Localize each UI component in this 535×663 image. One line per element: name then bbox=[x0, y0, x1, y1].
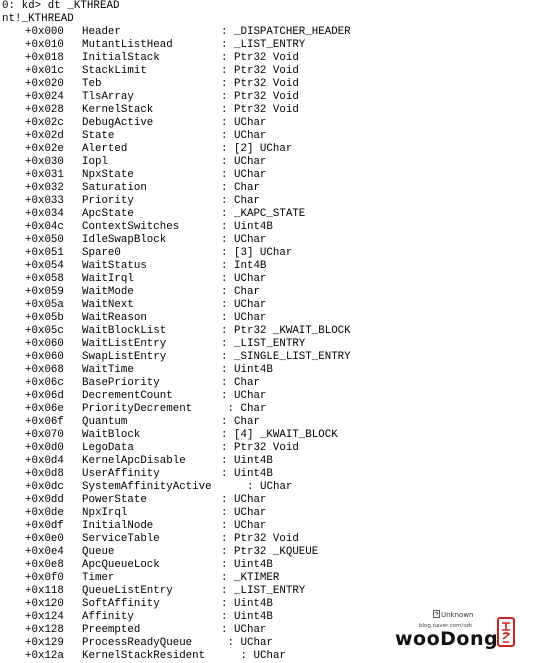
field-row bbox=[2, 416, 533, 429]
field-separator: : bbox=[221, 52, 228, 64]
field-name: Priority bbox=[82, 195, 134, 207]
field-offset: +0x032 bbox=[25, 182, 64, 194]
field-offset: +0x04c bbox=[25, 221, 64, 233]
field-separator: : bbox=[221, 221, 228, 233]
field-separator: : bbox=[221, 559, 228, 571]
field-separator: : bbox=[221, 234, 228, 246]
field-name: LegoData bbox=[82, 442, 134, 454]
field-row bbox=[2, 104, 533, 117]
field-row bbox=[2, 533, 533, 546]
field-row bbox=[2, 481, 533, 494]
field-type: UChar bbox=[234, 624, 267, 636]
field-separator: : bbox=[247, 481, 254, 493]
debugger-console bbox=[2, 0, 533, 663]
field-type: Ptr32 _KWAIT_BLOCK bbox=[234, 325, 351, 337]
field-offset: +0x054 bbox=[25, 260, 64, 272]
field-offset: +0x034 bbox=[25, 208, 64, 220]
field-separator: : bbox=[221, 26, 228, 38]
field-type: [2] UChar bbox=[234, 143, 293, 155]
field-type: UChar bbox=[260, 481, 293, 493]
watermark bbox=[393, 603, 521, 657]
field-name: Teb bbox=[82, 78, 102, 90]
field-type: [4] _KWAIT_BLOCK bbox=[234, 429, 338, 441]
field-separator: : bbox=[227, 637, 234, 649]
field-separator: : bbox=[221, 416, 228, 428]
field-row bbox=[2, 572, 533, 585]
field-offset: +0x0d4 bbox=[25, 455, 64, 467]
field-separator: : bbox=[221, 182, 228, 194]
field-row bbox=[2, 234, 533, 247]
field-separator: : bbox=[221, 208, 228, 220]
field-row bbox=[2, 468, 533, 481]
field-separator: : bbox=[221, 247, 228, 259]
field-offset: +0x01c bbox=[25, 65, 64, 77]
field-offset: +0x0e8 bbox=[25, 559, 64, 571]
field-offset: +0x0de bbox=[25, 507, 64, 519]
field-offset: +0x0dc bbox=[25, 481, 64, 493]
field-name: Header bbox=[82, 26, 121, 38]
field-offset: +0x010 bbox=[25, 39, 64, 51]
field-row bbox=[2, 130, 533, 143]
field-type: [3] UChar bbox=[234, 247, 293, 259]
field-offset: +0x0f0 bbox=[25, 572, 64, 584]
field-separator: : bbox=[221, 325, 228, 337]
field-offset: +0x058 bbox=[25, 273, 64, 285]
field-separator: : bbox=[221, 520, 228, 532]
field-type: Ptr32 Void bbox=[234, 52, 299, 64]
field-type: UChar bbox=[240, 637, 273, 649]
field-offset: +0x031 bbox=[25, 169, 64, 181]
field-name: Preempted bbox=[82, 624, 141, 636]
field-separator: : bbox=[221, 65, 228, 77]
field-type: UChar bbox=[234, 507, 267, 519]
field-offset: +0x02e bbox=[25, 143, 64, 155]
field-type: UChar bbox=[234, 390, 267, 402]
field-type: UChar bbox=[234, 234, 267, 246]
watermark-url: blog.naver.com/szk bbox=[419, 623, 473, 629]
field-type: Ptr32 Void bbox=[234, 91, 299, 103]
field-separator: : bbox=[221, 624, 228, 636]
field-row bbox=[2, 156, 533, 169]
field-offset: +0x02c bbox=[25, 117, 64, 129]
field-row bbox=[2, 169, 533, 182]
field-offset: +0x059 bbox=[25, 286, 64, 298]
field-type: UChar bbox=[234, 299, 267, 311]
field-type: Char bbox=[240, 403, 267, 415]
field-separator: : bbox=[221, 390, 228, 402]
field-row bbox=[2, 455, 533, 468]
field-offset: +0x0e4 bbox=[25, 546, 64, 558]
field-name: QueueListEntry bbox=[82, 585, 173, 597]
field-name: Iopl bbox=[82, 156, 108, 168]
field-row bbox=[2, 494, 533, 507]
field-row bbox=[2, 39, 533, 52]
field-separator: : bbox=[221, 611, 228, 623]
field-offset: +0x028 bbox=[25, 104, 64, 116]
field-name: Timer bbox=[82, 572, 115, 584]
field-name: SystemAffinityActive bbox=[82, 481, 212, 493]
field-type: UChar bbox=[234, 273, 267, 285]
field-separator: : bbox=[221, 78, 228, 90]
field-offset: +0x06c bbox=[25, 377, 64, 389]
field-name: NpxIrql bbox=[82, 507, 128, 519]
field-type: Char bbox=[234, 377, 260, 389]
field-separator: : bbox=[221, 273, 228, 285]
field-type: UChar bbox=[234, 130, 267, 142]
field-type: Uint4B bbox=[234, 221, 273, 233]
field-name: ContextSwitches bbox=[82, 221, 180, 233]
field-separator: : bbox=[221, 130, 228, 142]
field-offset: +0x070 bbox=[25, 429, 64, 441]
field-row bbox=[2, 351, 533, 364]
field-type: Ptr32 Void bbox=[234, 533, 299, 545]
field-row bbox=[2, 299, 533, 312]
field-offset: +0x060 bbox=[25, 351, 64, 363]
field-name: DecrementCount bbox=[82, 390, 173, 402]
field-name: WaitBlockList bbox=[82, 325, 167, 337]
field-row bbox=[2, 52, 533, 65]
field-offset: +0x05a bbox=[25, 299, 64, 311]
field-separator: : bbox=[221, 585, 228, 597]
field-row bbox=[2, 260, 533, 273]
field-type: _LIST_ENTRY bbox=[234, 39, 306, 51]
field-name: WaitBlock bbox=[82, 429, 141, 441]
field-name: TlsArray bbox=[82, 91, 134, 103]
field-separator: : bbox=[221, 117, 228, 129]
field-separator: : bbox=[221, 598, 228, 610]
field-name: Quantum bbox=[82, 416, 128, 428]
field-type: UChar bbox=[234, 312, 267, 324]
field-row bbox=[2, 325, 533, 338]
field-row bbox=[2, 286, 533, 299]
field-separator: : bbox=[221, 494, 228, 506]
field-row bbox=[2, 78, 533, 91]
field-type: Char bbox=[234, 195, 260, 207]
field-name: PriorityDecrement bbox=[82, 403, 193, 415]
field-separator: : bbox=[221, 455, 228, 467]
field-row bbox=[2, 429, 533, 442]
field-type: Char bbox=[234, 182, 260, 194]
field-type: _KAPC_STATE bbox=[234, 208, 306, 220]
field-name: UserAffinity bbox=[82, 468, 160, 480]
field-separator: : bbox=[221, 351, 228, 363]
field-name: BasePriority bbox=[82, 377, 160, 389]
field-offset: +0x000 bbox=[25, 26, 64, 38]
field-row bbox=[2, 559, 533, 572]
field-name: KernelApcDisable bbox=[82, 455, 186, 467]
field-type: UChar bbox=[234, 520, 267, 532]
field-row bbox=[2, 273, 533, 286]
field-offset: +0x06e bbox=[25, 403, 64, 415]
field-separator: : bbox=[221, 286, 228, 298]
field-type: _SINGLE_LIST_ENTRY bbox=[234, 351, 351, 363]
field-separator: : bbox=[221, 442, 228, 454]
field-row bbox=[2, 26, 533, 39]
field-separator: : bbox=[221, 299, 228, 311]
field-separator: : bbox=[221, 312, 228, 324]
red-seal-icon bbox=[497, 617, 515, 647]
field-row bbox=[2, 312, 533, 325]
field-name: WaitStatus bbox=[82, 260, 147, 272]
field-type: Ptr32 Void bbox=[234, 65, 299, 77]
field-name: Affinity bbox=[82, 611, 134, 623]
field-name: IdleSwapBlock bbox=[82, 234, 167, 246]
field-offset: +0x018 bbox=[25, 52, 64, 64]
field-row bbox=[2, 208, 533, 221]
field-offset: +0x0e0 bbox=[25, 533, 64, 545]
field-type: Uint4B bbox=[234, 611, 273, 623]
field-name: InitialNode bbox=[82, 520, 154, 532]
field-row bbox=[2, 117, 533, 130]
field-name: Saturation bbox=[82, 182, 147, 194]
field-row bbox=[2, 247, 533, 260]
field-type: Char bbox=[234, 286, 260, 298]
field-row bbox=[2, 195, 533, 208]
field-separator: : bbox=[221, 468, 228, 480]
field-name: ProcessReadyQueue bbox=[82, 637, 193, 649]
field-offset: +0x06d bbox=[25, 390, 64, 402]
field-name: PowerState bbox=[82, 494, 147, 506]
field-name: WaitListEntry bbox=[82, 338, 167, 350]
field-offset: +0x050 bbox=[25, 234, 64, 246]
field-row bbox=[2, 520, 533, 533]
field-separator: : bbox=[240, 650, 247, 662]
field-separator: : bbox=[221, 507, 228, 519]
field-offset: +0x020 bbox=[25, 78, 64, 90]
field-type: Uint4B bbox=[234, 455, 273, 467]
field-name: Alerted bbox=[82, 143, 128, 155]
field-separator: : bbox=[221, 546, 228, 558]
field-type: Uint4B bbox=[234, 598, 273, 610]
field-offset: +0x02d bbox=[25, 130, 64, 142]
field-name: ServiceTable bbox=[82, 533, 160, 545]
field-separator: : bbox=[221, 104, 228, 116]
watermark-brand: wooDong bbox=[395, 628, 499, 650]
field-name: WaitMode bbox=[82, 286, 134, 298]
field-offset: +0x129 bbox=[25, 637, 64, 649]
field-offset: +0x0d8 bbox=[25, 468, 64, 480]
field-separator: : bbox=[221, 169, 228, 181]
field-name: ApcQueueLock bbox=[82, 559, 160, 571]
field-row bbox=[2, 585, 533, 598]
field-type: Uint4B bbox=[234, 468, 273, 480]
field-type: Uint4B bbox=[234, 364, 273, 376]
field-name: ApcState bbox=[82, 208, 134, 220]
field-separator: : bbox=[227, 403, 234, 415]
field-name: WaitNext bbox=[82, 299, 134, 311]
field-type: UChar bbox=[234, 494, 267, 506]
field-row bbox=[2, 65, 533, 78]
field-offset: +0x0df bbox=[25, 520, 64, 532]
field-offset: +0x120 bbox=[25, 598, 64, 610]
field-offset: +0x05c bbox=[25, 325, 64, 337]
field-type: Ptr32 _KQUEUE bbox=[234, 546, 319, 558]
field-name: SoftAffinity bbox=[82, 598, 160, 610]
field-name: DebugActive bbox=[82, 117, 154, 129]
field-row bbox=[2, 338, 533, 351]
field-name: KernelStack bbox=[82, 104, 154, 116]
field-type: UChar bbox=[253, 650, 286, 662]
field-offset: +0x0d0 bbox=[25, 442, 64, 454]
field-separator: : bbox=[221, 156, 228, 168]
field-type: Char bbox=[234, 416, 260, 428]
field-name: KernelStackResident bbox=[82, 650, 206, 662]
field-offset: +0x128 bbox=[25, 624, 64, 636]
field-name: InitialStack bbox=[82, 52, 160, 64]
field-type: Ptr32 Void bbox=[234, 442, 299, 454]
field-name: WaitIrql bbox=[82, 273, 134, 285]
field-row bbox=[2, 143, 533, 156]
field-row bbox=[2, 546, 533, 559]
field-offset: +0x030 bbox=[25, 156, 64, 168]
field-type: UChar bbox=[234, 156, 267, 168]
field-row bbox=[2, 182, 533, 195]
field-offset: +0x06f bbox=[25, 416, 64, 428]
field-name: NpxState bbox=[82, 169, 134, 181]
field-name: SwapListEntry bbox=[82, 351, 167, 363]
field-row bbox=[2, 91, 533, 104]
command-prompt: 0: kd> dt _KTHREAD bbox=[2, 0, 120, 12]
field-name: StackLimit bbox=[82, 65, 147, 77]
field-offset: +0x068 bbox=[25, 364, 64, 376]
field-name: State bbox=[82, 130, 115, 142]
field-separator: : bbox=[221, 195, 228, 207]
type-name: nt!_KTHREAD bbox=[2, 13, 74, 25]
field-offset: +0x0dd bbox=[25, 494, 64, 506]
field-name: WaitReason bbox=[82, 312, 147, 324]
field-separator: : bbox=[221, 39, 228, 51]
field-type: _LIST_ENTRY bbox=[234, 585, 306, 597]
field-type: UChar bbox=[234, 169, 267, 181]
field-separator: : bbox=[221, 260, 228, 272]
field-separator: : bbox=[221, 429, 228, 441]
field-separator: : bbox=[221, 377, 228, 389]
field-row bbox=[2, 221, 533, 234]
field-separator: : bbox=[221, 533, 228, 545]
field-type: Ptr32 Void bbox=[234, 78, 299, 90]
field-offset: +0x024 bbox=[25, 91, 64, 103]
field-name: MutantListHead bbox=[82, 39, 173, 51]
field-row bbox=[2, 364, 533, 377]
field-separator: : bbox=[221, 338, 228, 350]
field-type: Ptr32 Void bbox=[234, 104, 299, 116]
field-type: _KTIMER bbox=[234, 572, 280, 584]
watermark-tag: Unknown bbox=[441, 611, 474, 619]
field-separator: : bbox=[221, 572, 228, 584]
field-list bbox=[2, 26, 533, 663]
field-offset: +0x05b bbox=[25, 312, 64, 324]
field-type: Uint4B bbox=[234, 559, 273, 571]
field-name: Queue bbox=[82, 546, 115, 558]
field-offset: +0x118 bbox=[25, 585, 64, 597]
field-offset: +0x060 bbox=[25, 338, 64, 350]
field-row bbox=[2, 442, 533, 455]
field-row bbox=[2, 507, 533, 520]
field-offset: +0x124 bbox=[25, 611, 64, 623]
field-row bbox=[2, 377, 533, 390]
field-row bbox=[2, 390, 533, 403]
field-offset: +0x12a bbox=[25, 650, 64, 662]
field-name: WaitTime bbox=[82, 364, 134, 376]
field-type: _DISPATCHER_HEADER bbox=[234, 26, 351, 38]
field-separator: : bbox=[221, 364, 228, 376]
field-type: _LIST_ENTRY bbox=[234, 338, 306, 350]
field-type: UChar bbox=[234, 117, 267, 129]
field-offset: +0x051 bbox=[25, 247, 64, 259]
field-separator: : bbox=[221, 91, 228, 103]
field-row bbox=[2, 403, 533, 416]
unknown-icon bbox=[433, 610, 440, 618]
field-offset: +0x033 bbox=[25, 195, 64, 207]
field-type: Int4B bbox=[234, 260, 267, 272]
field-name: Spare0 bbox=[82, 247, 121, 259]
field-separator: : bbox=[221, 143, 228, 155]
